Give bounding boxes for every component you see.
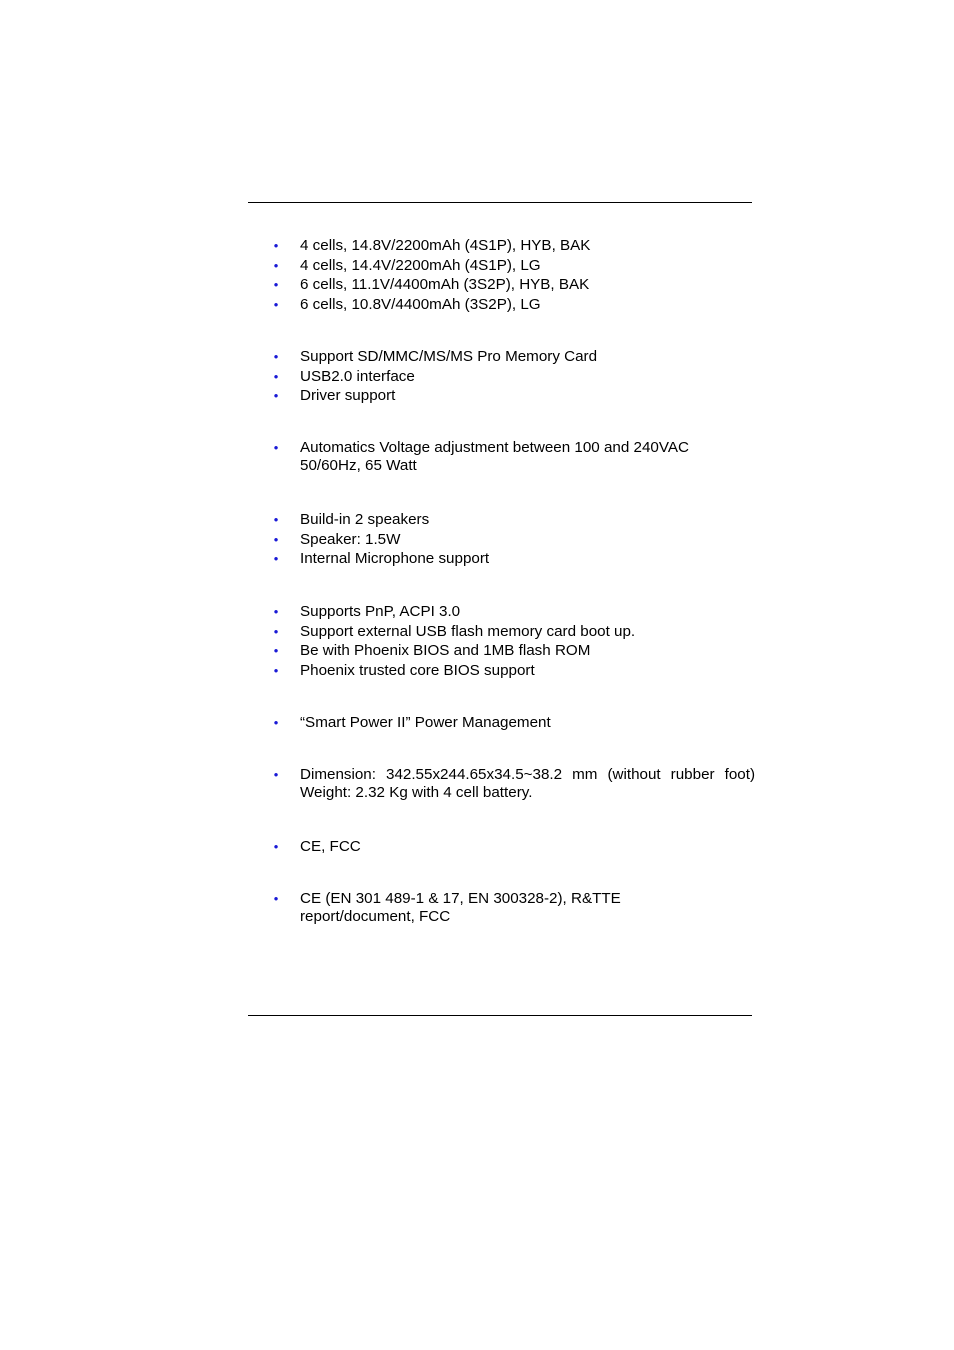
list-item — [0, 549, 954, 569]
bullet-icon: • — [273, 257, 279, 273]
list-item-text: Support external USB flash memory card boot up. — [300, 622, 636, 640]
bullet-icon: • — [273, 512, 279, 527]
bullet-icon: • — [273, 238, 279, 253]
bullet-icon: • — [273, 531, 279, 547]
emi-list — [0, 837, 954, 857]
dimension-list — [0, 766, 954, 803]
wireless-cert-list — [0, 890, 954, 927]
list-item — [0, 386, 954, 406]
list-item-text: USB2.0 interface — [300, 367, 415, 385]
list-item — [0, 275, 954, 295]
list-item-line: 50/60Hz, 65 Watt — [300, 457, 417, 474]
list-item — [0, 510, 954, 530]
list-item — [0, 622, 954, 642]
list-item — [0, 256, 954, 276]
list-item — [0, 766, 954, 803]
list-item — [0, 530, 954, 550]
list-item — [0, 295, 954, 315]
adapter-list — [0, 439, 954, 476]
bios-list — [0, 602, 954, 680]
list-item-text: Speaker: 1.5W — [300, 530, 401, 548]
audio-list — [0, 510, 954, 569]
bullet-icon: • — [273, 715, 279, 730]
list-item — [0, 661, 954, 681]
list-item-text: Supports PnP, ACPI 3.0 — [300, 603, 461, 620]
list-item — [0, 890, 954, 927]
list-item — [0, 236, 954, 256]
list-item-text — [300, 766, 756, 802]
bullet-icon: • — [273, 604, 279, 619]
list-item-text: 4 cells, 14.4V/2200mAh (4S1P), LG — [300, 256, 541, 274]
list-item-line: CE (EN 301 489-1 & 17, EN 300328-2), R&TTE — [300, 890, 621, 907]
list-item-text — [300, 890, 756, 926]
list-item-line: report/document, FCC — [300, 908, 451, 925]
bullet-icon: • — [273, 623, 279, 639]
list-item-text — [300, 439, 756, 475]
list-item — [0, 347, 954, 367]
list-item-text: Support SD/MMC/MS/MS Pro Memory Card — [300, 348, 598, 365]
power-management-list — [0, 713, 954, 733]
list-item-text: Build-in 2 speakers — [300, 511, 430, 528]
bullet-icon: • — [273, 643, 279, 658]
bullet-icon: • — [273, 767, 279, 782]
list-item-text: CE, FCC — [300, 838, 361, 855]
bullet-icon: • — [273, 296, 279, 312]
list-item-text: Be with Phoenix BIOS and 1MB flash ROM — [300, 642, 591, 659]
list-item-text: 6 cells, 10.8V/4400mAh (3S2P), LG — [300, 295, 541, 313]
footer-rule — [248, 1015, 752, 1016]
bullet-icon: • — [273, 440, 279, 455]
list-item-text: Driver support — [300, 387, 396, 404]
bullet-icon: • — [273, 277, 279, 292]
list-item — [0, 641, 954, 661]
bullet-icon: • — [273, 891, 279, 906]
list-item — [0, 602, 954, 622]
bullet-icon: • — [273, 368, 279, 384]
bullet-icon: • — [273, 349, 279, 364]
list-item-text: Internal Microphone support — [300, 550, 490, 567]
bullet-icon: • — [273, 839, 279, 854]
battery-list — [0, 236, 954, 314]
list-item-text: 6 cells, 11.1V/4400mAh (3S2P), HYB, BAK — [300, 276, 590, 293]
list-item-text: “Smart Power II” Power Management — [300, 714, 551, 731]
list-item — [0, 713, 954, 733]
list-item-line: Automatics Voltage adjustment between 100 and 240VAC — [300, 439, 689, 456]
bullet-icon: • — [273, 388, 279, 403]
list-item-line: Dimension: 342.55x244.65x34.5~38.2 mm (without rubber foot) — [300, 766, 755, 783]
list-item — [0, 837, 954, 857]
header-rule — [248, 202, 752, 203]
list-item-text: Phoenix trusted core BIOS support — [300, 661, 535, 679]
bullet-icon: • — [273, 662, 279, 678]
list-item — [0, 439, 954, 476]
list-item-text: 4 cells, 14.8V/2200mAh (4S1P), HYB, BAK — [300, 237, 591, 254]
bullet-icon: • — [273, 551, 279, 566]
list-item — [0, 367, 954, 387]
list-item-line: Weight: 2.32 Kg with 4 cell battery. — [300, 784, 533, 801]
card-reader-list — [0, 347, 954, 406]
